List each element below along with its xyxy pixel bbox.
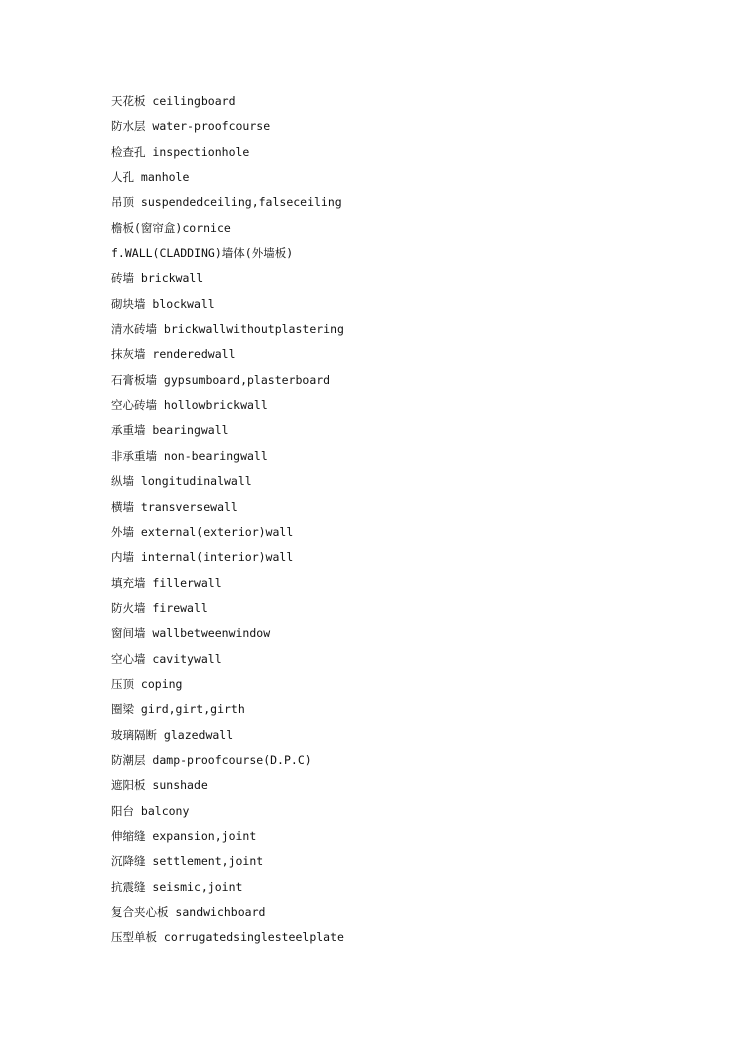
glossary-entry: 承重墙 bearingwall [111,423,229,438]
glossary-entry: 防潮层 damp-proofcourse(D.P.C) [111,752,312,767]
glossary-entry: 石膏板墙 gypsumboard,plasterboard [111,372,331,387]
glossary-entry: 压顶 coping [111,676,183,691]
glossary-entry: 人孔 manhole [111,170,190,185]
glossary-entry: 压型单板 corrugatedsinglesteelplate [111,930,344,945]
glossary-entry: 清水砖墙 brickwallwithoutplastering [111,322,344,337]
glossary-entry: 檐板(窗帘盒)cornice [111,220,231,235]
glossary-entry: 检查孔 inspectionhole [111,144,250,159]
glossary-entry: 复合夹心板 sandwichboard [111,905,266,919]
glossary-entry: 防水层 water-proofcourse [111,119,271,134]
glossary-entry: 防火墙 firewall [111,600,208,615]
glossary-entry: 沉降缝 settlement,joint [111,854,264,869]
glossary-entry: 伸缩缝 expansion,joint [111,828,257,843]
glossary-entry: 内墙 internal(interior)wall [111,550,294,565]
glossary-entry: 空心砖墙 hollowbrickwall [111,398,268,413]
glossary-entry: 抗震缝 seismic,joint [111,879,243,894]
glossary-entry: 遮阳板 sunshade [111,778,208,793]
glossary-entry: 空心墙 cavitywall [111,651,222,666]
glossary-entry: 天花板 ceilingboard [111,94,236,108]
glossary-entry: 窗间墙 wallbetweenwindow [111,626,271,641]
glossary-entry: 横墙 transversewall [111,499,238,514]
glossary-entry: 圈梁 gird,girt,girth [111,702,245,717]
glossary-entry: 纵墙 longitudinalwall [111,474,252,489]
glossary-entry: 吊顶 suspendedceiling,falseceiling [111,195,342,210]
glossary-entry: 非承重墙 non-bearingwall [111,448,268,463]
glossary-entry: f.WALL(CLADDING)墙体(外墙板) [111,246,294,261]
glossary-entry: 填充墙 fillerwall [111,575,222,590]
glossary-entry: 外墙 external(exterior)wall [111,524,294,539]
glossary-list [111,92,344,954]
glossary-entry: 抹灰墙 renderedwall [111,347,236,362]
glossary-entry: 砌块墙 blockwall [111,296,215,311]
glossary-entry: 玻璃隔断 glazedwall [111,727,234,742]
glossary-entry: 砖墙 brickwall [111,271,204,286]
glossary-entry: 阳台 balcony [111,803,190,818]
